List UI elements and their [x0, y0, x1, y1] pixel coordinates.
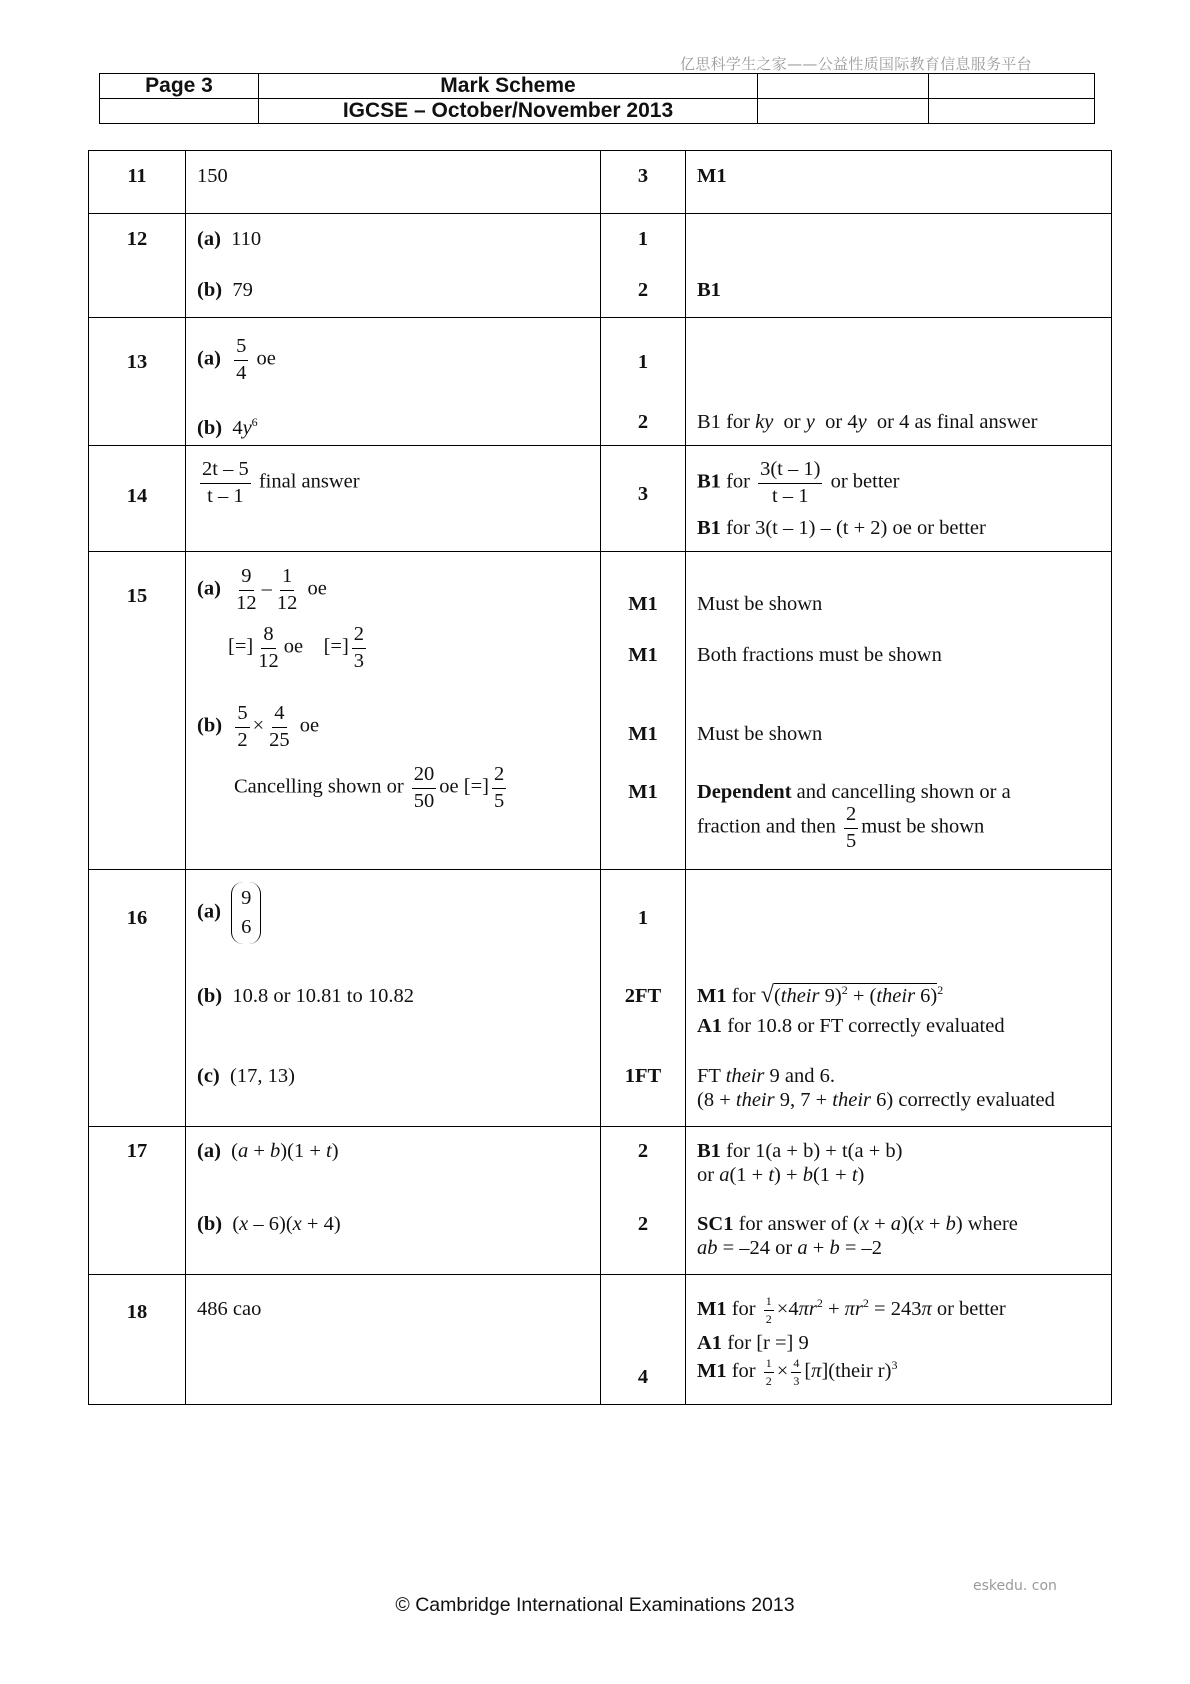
fraction: $\frac{20}{50}$	[413, 763, 435, 812]
fraction: $\frac{4}{25}$	[269, 702, 290, 751]
guidance: M1 for $\frac{1}{2}$ $\times 4\pi r^2 + \pi r^2 = 243\pi$ or better	[697, 1294, 1006, 1326]
answer: 486 cao	[197, 1298, 262, 1320]
guidance: Dependent and cancelling shown or a	[697, 781, 1011, 803]
mark: 2	[637, 411, 649, 433]
answer-part-b: (b) 10.8 or 10.81 to 10.82	[197, 985, 414, 1007]
mark: 3	[637, 483, 649, 505]
mark: M1	[628, 723, 658, 745]
question-row-13	[89, 318, 1112, 446]
mark: M1	[628, 781, 658, 803]
fraction: $\frac{2t - 5}{t - 1}$	[202, 458, 249, 507]
guidance: FT their 9 and 6.	[697, 1065, 836, 1087]
question-row-12	[89, 214, 1112, 318]
guidance: B1 for 3(t – 1) – (t + 2) oe or better	[697, 517, 986, 539]
header-empty-cell	[929, 74, 1095, 99]
site-watermark: eskedu. con	[973, 1578, 1057, 1594]
doc-subtitle: IGCSE – October/November 2013	[259, 99, 758, 124]
header-empty-cell	[929, 99, 1095, 124]
answer-part-b: (b) $\frac{5}{2}$ × $\frac{4}{25}$ oe	[197, 702, 320, 751]
question-row-15	[89, 552, 1112, 870]
fraction: $\frac{8}{12}$	[258, 623, 279, 672]
guidance: M1 for $\frac{1}{2}$ × $\frac{4}{3}$ [π](their r)$^3$	[697, 1356, 898, 1388]
fraction: $\frac{3(t - 1)}{t - 1}$	[760, 458, 821, 507]
fraction: $\frac{5}{2}$	[237, 702, 248, 751]
answer-part-b: (b) (x – 6)(x + 4)	[197, 1213, 341, 1235]
question-row-17	[89, 1127, 1112, 1275]
guidance: A1 for [r =] 9	[697, 1332, 809, 1354]
question-number: 17	[126, 1140, 148, 1162]
question-number: 13	[126, 351, 148, 373]
mark: 1	[637, 907, 649, 929]
mark: 4	[637, 1366, 649, 1388]
guidance: B1 for ky or y or 4y or 4 as final answer	[697, 411, 1038, 433]
mark: 3	[637, 165, 649, 187]
answer-part-b-step: Cancelling shown or $\frac{20}{50}$ oe [=] $\frac{2}{5}$	[234, 763, 505, 812]
guidance: B1 for 1(a + b) + t(a + b)	[697, 1140, 903, 1162]
guidance: ab = –24 or a + b = –2	[697, 1237, 883, 1259]
guidance: or a(1 + t) + b(1 + t)	[697, 1164, 865, 1186]
copyright-footer: © Cambridge International Examinations 2013	[395, 1594, 795, 1616]
column-vector: 9 6	[231, 882, 261, 944]
answer-part-a: (a) 110	[197, 228, 262, 250]
answer-part-a-step: [=] $\frac{8}{12}$ oe [=] $\frac{2}{3}$	[228, 623, 365, 672]
guidance: (8 + their 9, 7 + their 6) correctly evaluated	[697, 1089, 1055, 1111]
question-number: 15	[126, 585, 148, 607]
answer-part-a: (a) $\frac{9}{12}$ – $\frac{1}{12}$ oe	[197, 565, 327, 614]
answer-part-b: (b) 79	[197, 279, 253, 301]
mark: M1	[628, 593, 658, 615]
question-row-14	[89, 446, 1112, 552]
guidance: fraction and then $\frac{2}{5}$ must be shown	[697, 803, 985, 852]
fraction: $\frac{1}{12}$	[276, 565, 298, 614]
guidance: Must be shown	[697, 723, 823, 745]
answer-part-b: (b) $4y^6$	[197, 415, 258, 439]
guidance: B1 for $\frac{3(t - 1)}{t - 1}$ or better	[697, 458, 900, 507]
answer: $\frac{2t - 5}{t - 1}$ final answer	[202, 458, 360, 507]
page-header	[99, 73, 1095, 124]
guidance: M1	[697, 165, 727, 187]
fraction: $\frac{5}{4}$	[236, 335, 247, 384]
answer: 150	[197, 165, 228, 187]
mark: 2FT	[624, 985, 662, 1007]
mark-scheme-table	[88, 150, 1112, 1405]
fraction: $\frac{2}{5}$	[494, 763, 505, 812]
mark: 1	[637, 351, 649, 373]
fraction: $\frac{9}{12}$	[236, 565, 257, 614]
question-row-18	[89, 1275, 1112, 1405]
guidance: B1	[697, 279, 721, 301]
guidance: Both fractions must be shown	[697, 644, 942, 666]
mark: M1	[628, 644, 658, 666]
header-empty-cell	[758, 74, 929, 99]
guidance: M1 for √(their 9)$^2$ + (their 6)$^2$	[697, 982, 944, 1008]
doc-title: Mark Scheme	[259, 74, 758, 99]
answer-part-a: (a) $\frac{5}{4}$ oe	[197, 335, 276, 384]
mark: 2	[637, 1213, 649, 1235]
header-empty-cell	[100, 99, 259, 124]
question-number: 18	[126, 1301, 148, 1323]
question-number: 12	[126, 228, 148, 250]
mark: 1	[637, 228, 649, 250]
question-number: 14	[126, 485, 148, 507]
guidance: A1 for 10.8 or FT correctly evaluated	[697, 1015, 1005, 1037]
guidance: Must be shown	[697, 593, 823, 615]
answer-part-a: (a) 9 6	[197, 882, 261, 944]
guidance: SC1 for answer of (x + a)(x + b) where	[697, 1213, 1018, 1235]
mark: 1FT	[624, 1065, 662, 1087]
fraction: $\frac{2}{3}$	[353, 623, 365, 672]
answer-part-c: (c) (17, 13)	[197, 1065, 295, 1087]
question-row-11	[89, 151, 1112, 214]
watermark-text: 亿思科学生之家——公益性质国际教育信息服务平台	[680, 55, 1032, 73]
question-number: 16	[126, 907, 148, 929]
header-empty-cell	[758, 99, 929, 124]
question-row-16	[89, 870, 1112, 1127]
fraction: $\frac{2}{5}$	[846, 803, 857, 852]
mark: 2	[637, 1140, 649, 1162]
question-number: 11	[127, 165, 147, 187]
mark: 2	[637, 279, 649, 301]
answer-part-a: (a) (a + b)(1 + t)	[197, 1140, 339, 1162]
page-number: Page 3	[100, 74, 259, 99]
